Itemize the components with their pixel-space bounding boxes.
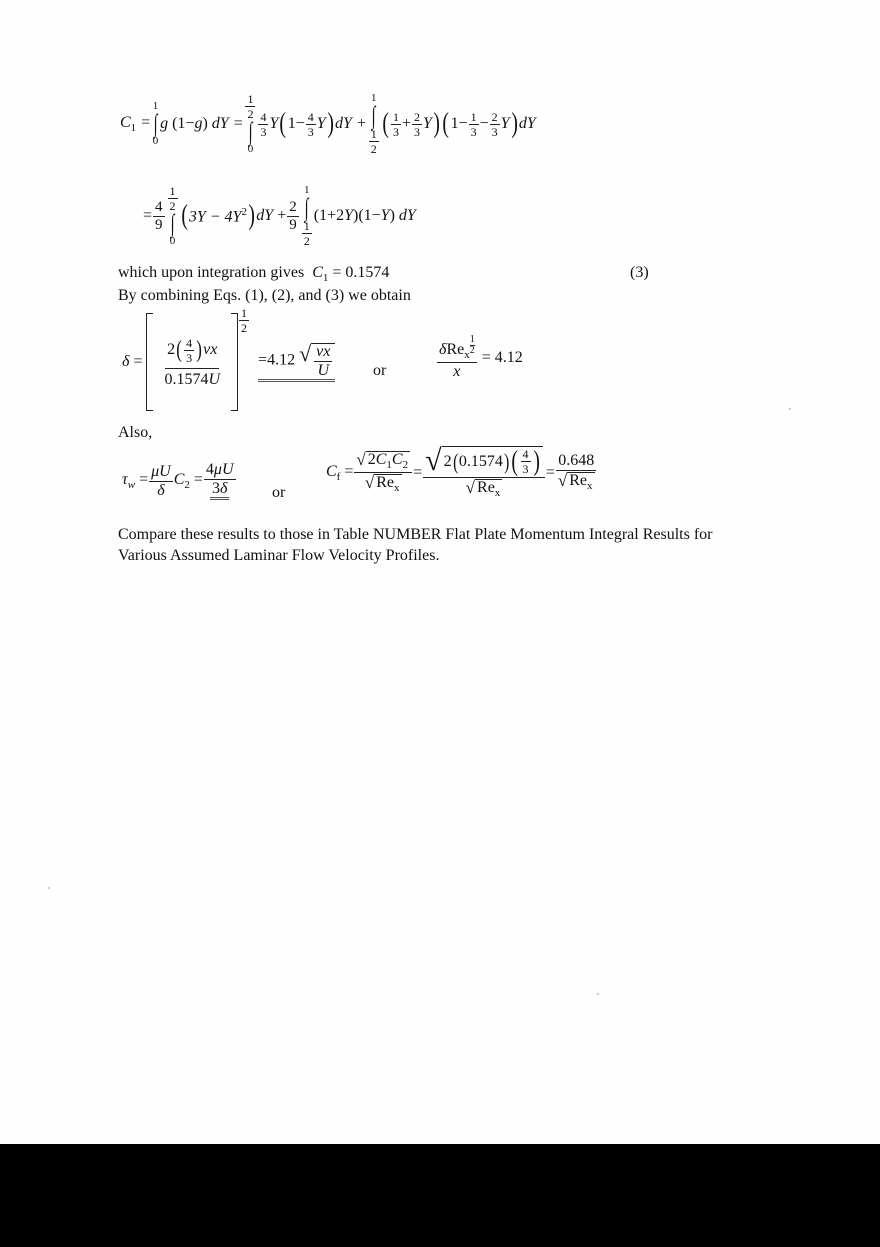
black-border-band <box>0 1144 880 1247</box>
c1-integral-simplified: = $\frac{4}{9}$ $\frac{1}{2}$ ∫ 0 ( $3Y - 4Y^2$ ) dY + $\frac{2}{9}$ 1 ∫ $\frac{1}{2}$ (1+2Y)(1−Y) dY <box>143 183 416 249</box>
integral-symbol: $\frac{1}{2}$ ∫ 0 <box>169 183 176 248</box>
scan-speck <box>48 887 50 889</box>
integral-symbol: $\frac{1}{2}$ ∫ 0 <box>247 91 254 156</box>
or-label: or <box>373 362 387 379</box>
integral-symbol: 1 ∫ $\frac{1}{2}$ <box>370 91 377 157</box>
skin-friction-equation: $C_f$ = √ $2C_1C_2$ √ $Re_x$ = √ 2 ( 0.1574 ) ( $\frac{4}{3}$ ) √ $Re_x$ = 0.648 √ $Re_x$ <box>326 444 595 500</box>
integral-symbol: 1 ∫ 0 <box>152 99 159 148</box>
compare-paragraph-line-2: Various Assumed Laminar Flow Velocity Profiles. <box>118 547 440 564</box>
also-label: Also, <box>118 424 153 441</box>
c1-integral-equation: $C_1$ = 1 ∫ 0 g (1−g) dY = $\frac{1}{2}$ ∫ 0 $\frac{4}{3}$ Y ( 1− $\frac{4}{3}$ Y ) dY + 1 ∫ $\frac{1}{2}$ ( $\frac{1}{3}$ + $\frac{2}{3}$ Y ) ( 1− $\frac{1}{3}$ − $\frac{2}{3}$ Y ) dY <box>120 91 536 157</box>
scan-speck <box>597 993 599 995</box>
compare-paragraph-line-1: Compare these results to those in Table NUMBER Flat Plate Momentum Integral Results for <box>118 526 713 543</box>
scan-speck <box>789 408 791 410</box>
or-label: or <box>272 484 286 501</box>
equation-number: (3) <box>630 264 649 281</box>
delta-reynolds-equation: δRe$_x$ $^{\frac{1}{2}}$ x = 4.12 <box>439 334 523 381</box>
integral-symbol: 1 ∫ $\frac{1}{2}$ <box>303 183 310 249</box>
wall-shear-equation: $\tau_w$ = $\frac{\mu U}{\delta}$ $C_2$ = $\frac{4\mu U}{3\delta}$ <box>122 461 234 499</box>
combining-line: By combining Eqs. (1), (2), and (3) we obtain <box>118 287 411 304</box>
integration-result-line: which upon integration gives $C_1 = 0.1574$ <box>118 264 390 285</box>
delta-equation: δ = 2( $\frac{4}{3}$ )νx 0.1574U $\frac{1}{2}$ =4.12 √ $\frac{\nu x}{U}$ <box>122 312 335 412</box>
